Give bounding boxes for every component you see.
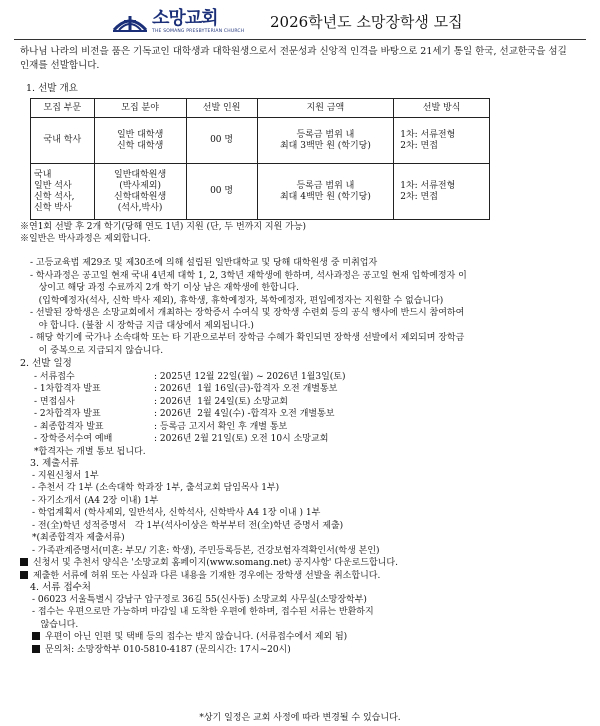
table-cell-method bbox=[394, 118, 490, 164]
schedule-key: - 서류접수 bbox=[34, 371, 75, 382]
list-item: 않습니다. bbox=[32, 619, 79, 630]
note-text: ※연1회 선발 후 2개 학기(당해 연도 1년) 지원 (단, 두 번까지 지원 가능) bbox=[20, 222, 307, 233]
table-cell-amount bbox=[257, 118, 394, 164]
list-item: - 해당 학기에 국가나 소속대학 또는 타 기관으로부터 장학금 수혜가 확인되면 장학생 선발에서 제외되며 장학금 bbox=[30, 333, 465, 344]
cell-line: 신학 박사 bbox=[34, 202, 72, 213]
schedule-value: : 2025년 12월 22일(월) ~ 2026년 1월3일(토) bbox=[154, 371, 346, 382]
schedule-key: - 장학증서수여 예배 bbox=[34, 434, 113, 445]
bullet-text: 제출한 서류에 허위 또는 사실과 다른 내용을 기재한 경우에는 장학생 선발을 취소합니다. bbox=[33, 570, 381, 581]
schedule-value: : 등록금 고지서 확인 후 개별 통보 bbox=[154, 421, 288, 432]
list-item bbox=[32, 644, 590, 657]
section-3-heading: 3. 제출서류 bbox=[30, 458, 79, 470]
cell-line: 신학대학원생 bbox=[114, 191, 167, 202]
cell-line: 국내 학사 bbox=[43, 135, 82, 146]
logo-subtitle: THE SOMANG PRESBYTERIAN CHURCH bbox=[152, 29, 245, 34]
cell-line: 등록금 범위 내 bbox=[296, 129, 355, 140]
table-cell-count: 00 명 bbox=[186, 164, 257, 220]
table-header: 선발 방식 bbox=[394, 99, 490, 118]
bullet-text: 우편이 아닌 인편 및 택배 등의 접수는 받지 않습니다. (서류접수에서 제외 됨) bbox=[45, 632, 348, 643]
bullet-text: 신청서 및 추천서 양식은 '소망교회 홈페이지(www.somang.net) 공지사항' 다운로드합니다. bbox=[33, 558, 398, 569]
cell-line: 등록금 범위 내 bbox=[296, 180, 355, 191]
table-header: 선발 인원 bbox=[186, 99, 257, 118]
bullet-text: 문의처: 소망장학부 010-5810-4187 (문의시간: 17시~20시) bbox=[45, 644, 291, 655]
list-item: 이 중복으로 지급되지 않습니다. bbox=[30, 345, 164, 356]
list-item: - 접수는 우편으로만 가능하며 마감일 내 도착한 우편에 한하며, 접수된 서류는 반환하지 bbox=[32, 607, 374, 618]
church-logo bbox=[112, 8, 262, 38]
schedule-key: - 2차합격자 발표 bbox=[34, 409, 101, 420]
section-2-heading: 2. 선발 일정 bbox=[20, 358, 72, 370]
schedule-row bbox=[34, 421, 590, 434]
list-item bbox=[32, 631, 590, 644]
list-item: - 선발된 장학생은 소망교회에서 개최하는 장학증서 수여식 및 장학생 수련회 등의 공식 행사에 반드시 참여하여 bbox=[30, 308, 465, 319]
cell-line: 신학 대학생 bbox=[116, 140, 164, 151]
document-title: 2026학년도 소망장학생 모집 bbox=[270, 13, 463, 31]
cell-line: 1차: 서류전형 bbox=[400, 129, 456, 140]
cell-line: 최대 4백만 원 (학기당) bbox=[279, 191, 371, 202]
table-notes bbox=[20, 221, 590, 245]
intro-paragraph: 하나님 나라의 비전을 품은 기독교인 대학생과 대학원생으로서 전문성과 신앙적 인격을 바탕으로 21세기 통일 한국, 선교한국을 섬길 인재를 선발합니다. bbox=[20, 46, 567, 71]
list-item: (입학예정자(석사, 신학 박사 제외), 휴학생, 휴학예정자, 복학예정자, 편입예정자는 지원할 수 없습니다) bbox=[30, 295, 444, 306]
schedule-value: : 2026년 2월 21일(토) 오전 10시 소망교회 bbox=[154, 434, 329, 445]
section-1-heading: 1. 선발 개요 bbox=[26, 83, 78, 94]
table-header-row bbox=[31, 99, 490, 118]
note-text: ※일반은 박사과정은 제외합니다. bbox=[20, 234, 151, 245]
table-cell-amount bbox=[257, 164, 394, 220]
table-header: 모집 부문 bbox=[31, 99, 95, 118]
table-cell-category bbox=[31, 164, 95, 220]
submission-bullets bbox=[32, 631, 590, 656]
table-cell-field bbox=[94, 118, 186, 164]
qualification-list bbox=[30, 257, 590, 357]
schedule-row bbox=[34, 396, 590, 409]
list-item: - 가족관계증명서(미혼: 부모/ 기혼: 학생), 주민등록등본, 건강보험자격확인서(학생 본인) bbox=[32, 545, 380, 556]
schedule-list bbox=[34, 371, 590, 459]
square-bullet-icon bbox=[20, 558, 28, 566]
submission-list bbox=[32, 594, 590, 632]
cell-line: 일반대학원생 bbox=[114, 169, 167, 180]
list-item: - 06023 서울특별시 강남구 압구정로 36길 55(신사동) 소망교회 사무실(소망장학부) bbox=[32, 594, 367, 605]
footer-note: *상기 일정은 교회 사정에 따라 변경될 수 있습니다. bbox=[199, 713, 401, 723]
schedule-row bbox=[34, 383, 590, 396]
schedule-key: - 면접심사 bbox=[34, 396, 75, 407]
list-item: 상이고 해당 과정 수료까지 2개 학기 이상 남은 재학생에 한합니다. bbox=[30, 283, 299, 294]
list-item: - 학사과정은 공고일 현재 국내 4년제 대학 1, 2, 3학년 재학생에 한하며, 석사과정은 공고일 현재 입학예정자 이 bbox=[30, 270, 467, 281]
schedule-row bbox=[34, 371, 590, 384]
list-item: *(최종합격자 제출서류) bbox=[32, 533, 125, 544]
header-divider bbox=[14, 39, 586, 40]
square-bullet-icon bbox=[20, 571, 28, 579]
table-row bbox=[31, 164, 490, 220]
schedule-note: *합격자는 개별 통보 됩니다. bbox=[34, 446, 146, 457]
documents-list bbox=[32, 470, 590, 558]
table-row bbox=[31, 118, 490, 164]
table-header: 모집 분야 bbox=[94, 99, 186, 118]
cell-line: 신학 석사, bbox=[34, 191, 75, 202]
list-item: - 자기소개서 (A4 2장 이내) 1부 bbox=[32, 495, 159, 506]
list-item: - 학업계획서 (학사제외, 일반석사, 신학석사, 신학박사 A4 1장 이내 ) 1부 bbox=[32, 508, 321, 519]
selection-table bbox=[30, 98, 490, 220]
schedule-key: - 최종합격자 발표 bbox=[34, 421, 104, 432]
table-cell-count: 00 명 bbox=[186, 118, 257, 164]
cell-line: 최대 3백만 원 (학기당) bbox=[279, 140, 371, 151]
page-header bbox=[0, 6, 600, 40]
documents-bullets bbox=[20, 557, 590, 582]
list-item: - 전(全)학년 성적증명서 각 1부(석사이상은 학부부터 전(全)학년 증명서 제출) bbox=[32, 520, 344, 531]
cell-line: 2차: 면접 bbox=[400, 140, 438, 151]
schedule-row bbox=[34, 433, 590, 446]
church-logo-mark-icon bbox=[112, 10, 148, 34]
cell-line: 일반 석사 bbox=[34, 180, 72, 191]
cell-line: 일반 대학생 bbox=[116, 129, 164, 140]
cell-line: (박사제외) bbox=[119, 180, 162, 191]
table-header: 지원 금액 bbox=[257, 99, 394, 118]
list-item: 야 합니다. (불참 시 장학금 지급 대상에서 제외됩니다.) bbox=[30, 320, 254, 331]
cell-line: 1차: 서류전형 bbox=[400, 180, 456, 191]
table-cell-field bbox=[94, 164, 186, 220]
list-item: - 지원신청서 1부 bbox=[32, 470, 99, 481]
section-4-heading: 4. 서류 접수처 bbox=[30, 582, 91, 594]
square-bullet-icon bbox=[32, 645, 40, 653]
schedule-row bbox=[34, 408, 590, 421]
cell-line: 국내 bbox=[34, 169, 52, 180]
table-cell-category bbox=[31, 118, 95, 164]
schedule-value: : 2026년 1월 16일(금)-합격자 오전 개별통보 bbox=[154, 384, 338, 395]
schedule-key: - 1차합격자 발표 bbox=[34, 384, 101, 395]
cell-line: (석사,박사) bbox=[117, 202, 163, 213]
list-item bbox=[20, 557, 590, 570]
table-cell-method bbox=[394, 164, 490, 220]
document-body bbox=[20, 45, 590, 656]
square-bullet-icon bbox=[32, 632, 40, 640]
schedule-value: : 2026년 1월 24일(토) 소망교회 bbox=[154, 396, 288, 407]
schedule-value: : 2026년 2월 4일(수) -합격자 오전 개별통보 bbox=[154, 409, 335, 420]
cell-line: 2차: 면접 bbox=[400, 191, 438, 202]
list-item bbox=[20, 570, 590, 583]
list-item: - 고등교육법 제29조 및 제30조에 의해 설립된 일반대학교 및 당해 대학원생 중 미취업자 bbox=[30, 258, 378, 269]
logo-text: 소망교회 bbox=[152, 8, 218, 29]
list-item: - 추천서 각 1부 (소속대학 학과장 1부, 출석교회 담임목사 1부) bbox=[32, 483, 280, 494]
